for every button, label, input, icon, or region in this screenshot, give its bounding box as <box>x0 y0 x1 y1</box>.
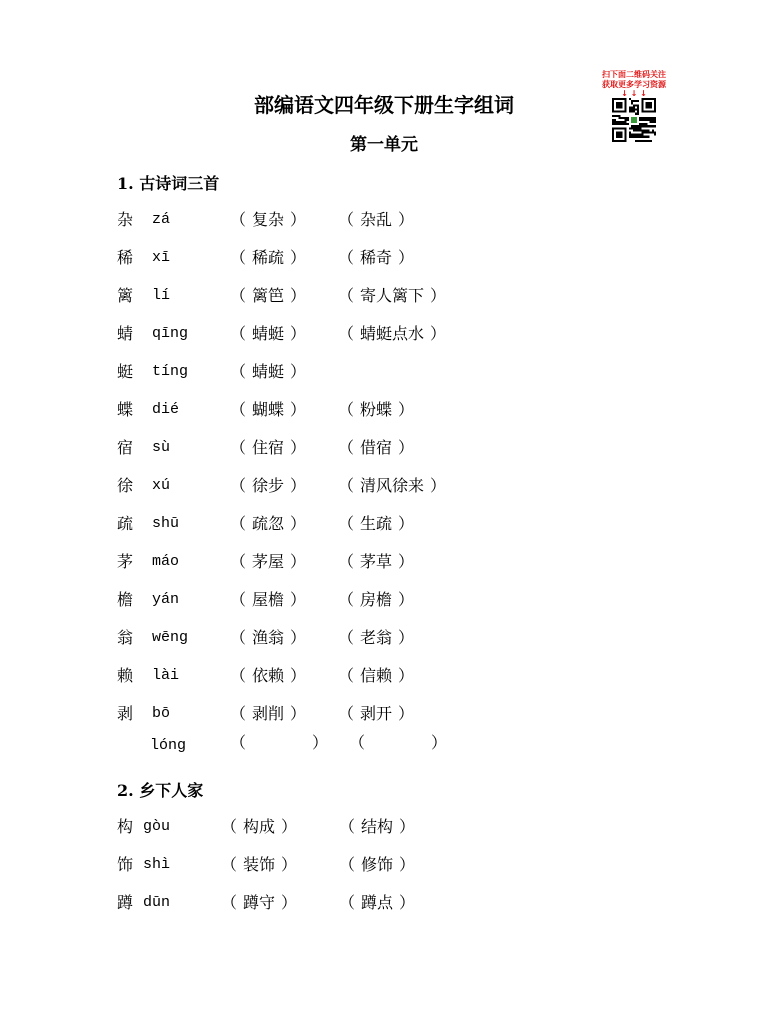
qr-arrows: ↓ ↓ ↓ <box>621 89 647 98</box>
paren-close: ） <box>290 552 307 571</box>
paren-close: ） <box>399 893 416 912</box>
vocab-char: 稀 <box>117 248 134 267</box>
word-group <box>338 438 414 458</box>
vocab-pinyin: shū <box>152 515 180 532</box>
vocab-row <box>0 552 768 572</box>
paren-close: ） <box>399 855 416 874</box>
paren-open: （ <box>221 893 238 912</box>
vocab-char: 蹲 <box>117 893 134 912</box>
word-group <box>338 324 446 344</box>
vocab-row <box>0 704 768 724</box>
paren-open: （ <box>230 733 247 752</box>
vocab-pinyin: dūn <box>143 894 171 911</box>
word-group <box>338 666 414 686</box>
paren-open: （ <box>230 704 247 723</box>
word-group <box>338 248 414 268</box>
paren-open: （ <box>230 552 247 571</box>
vocab-row <box>0 514 768 534</box>
vocab-pinyin: lí <box>152 287 171 304</box>
paren-open: （ <box>338 590 355 609</box>
vocab-char: 剥 <box>117 704 134 723</box>
paren-close: ） <box>281 817 298 836</box>
vocab-word: 蜻蜓 <box>252 324 285 343</box>
vocab-word: 借宿 <box>360 438 393 457</box>
vocab-pinyin: xī <box>152 249 171 266</box>
paren-open: （ <box>339 817 356 836</box>
word-group <box>221 893 297 913</box>
vocab-word: 徐步 <box>252 476 285 495</box>
vocab-row <box>0 628 768 648</box>
vocab-row <box>0 286 768 306</box>
paren-open: （ <box>349 733 366 752</box>
word-group <box>338 590 414 610</box>
paren-open: （ <box>338 400 355 419</box>
vocab-word: 复杂 <box>252 210 285 229</box>
word-group <box>339 817 415 837</box>
paren-close: ） <box>290 514 307 533</box>
paren-open: （ <box>338 704 355 723</box>
vocab-char: 饰 <box>117 855 134 874</box>
word-group <box>221 817 297 837</box>
word-group <box>349 733 447 753</box>
word-group <box>221 855 297 875</box>
paren-close: ） <box>290 362 307 381</box>
paren-close: ） <box>398 210 415 229</box>
paren-close: ） <box>398 628 415 647</box>
vocab-char: 檐 <box>117 590 134 609</box>
vocab-char: 疏 <box>117 514 134 533</box>
vocab-pinyin: shì <box>143 856 171 873</box>
word-group <box>230 324 306 344</box>
paren-open: （ <box>338 552 355 571</box>
word-group <box>230 590 306 610</box>
vocab-word: 构成 <box>243 817 276 836</box>
vocab-word: 稀奇 <box>360 248 393 267</box>
paren-close: ） <box>398 400 415 419</box>
paren-open: （ <box>221 855 238 874</box>
vocab-row <box>0 855 768 875</box>
paren-open: （ <box>230 324 247 343</box>
word-group <box>230 400 306 420</box>
paren-close: ） <box>290 210 307 229</box>
vocab-pinyin: gòu <box>143 818 171 835</box>
vocab-word: 蹲守 <box>243 893 276 912</box>
vocab-word: 剥削 <box>252 704 285 723</box>
vocab-char: 杂 <box>117 210 134 229</box>
vocab-pinyin: qīng <box>152 325 189 342</box>
vocab-word: 住宿 <box>252 438 285 457</box>
vocab-char: 蝶 <box>117 400 134 419</box>
paren-open: （ <box>339 855 356 874</box>
paren-open: （ <box>230 438 247 457</box>
vocab-word: 粉蝶 <box>360 400 393 419</box>
paren-close: ） <box>290 590 307 609</box>
vocab-row <box>0 362 768 382</box>
word-group <box>230 210 306 230</box>
word-group <box>338 552 414 572</box>
word-group <box>230 362 306 382</box>
paren-close: ） <box>431 733 448 752</box>
vocab-char: 徐 <box>117 476 134 495</box>
paren-close: ） <box>398 704 415 723</box>
vocab-char: 赖 <box>117 666 134 685</box>
vocab-word: 清风徐来 <box>360 476 425 495</box>
qr-caption-line-2: 获取更多学习资源 <box>602 80 666 89</box>
vocab-word: 疏忽 <box>252 514 285 533</box>
word-group <box>230 552 306 572</box>
word-group <box>230 733 328 753</box>
vocab-char: 构 <box>117 817 134 836</box>
vocab-word: 生疏 <box>360 514 393 533</box>
vocab-pinyin: wēng <box>152 629 189 646</box>
word-group <box>339 893 415 913</box>
unit-title: 第一单元 <box>350 135 418 155</box>
vocab-row <box>0 476 768 496</box>
paren-close: ） <box>281 855 298 874</box>
paren-close: ） <box>290 666 307 685</box>
word-group <box>338 704 414 724</box>
paren-close: ） <box>398 514 415 533</box>
section-heading: 1. 古诗词三首 <box>117 174 220 193</box>
vocab-row <box>0 400 768 420</box>
word-group <box>230 438 306 458</box>
word-group <box>230 514 306 534</box>
vocab-row <box>0 324 768 344</box>
paren-close: ） <box>398 438 415 457</box>
vocab-word: 杂乱 <box>360 210 393 229</box>
word-group <box>230 666 306 686</box>
vocab-word: 老翁 <box>360 628 393 647</box>
vocab-pinyin: sù <box>152 439 171 456</box>
vocab-row <box>0 438 768 458</box>
vocab-char: 篱 <box>117 286 134 305</box>
vocab-pinyin: zá <box>152 211 171 228</box>
paren-open: （ <box>230 628 247 647</box>
paren-open: （ <box>338 514 355 533</box>
vocab-word: 蜻蜓点水 <box>360 324 425 343</box>
word-group <box>338 286 446 306</box>
word-group <box>338 628 414 648</box>
paren-close: ） <box>312 733 329 752</box>
paren-open: （ <box>338 666 355 685</box>
paren-open: （ <box>230 400 247 419</box>
paren-close: ） <box>281 893 298 912</box>
word-group <box>230 286 306 306</box>
vocab-word: 结构 <box>361 817 394 836</box>
vocab-word: 渔翁 <box>252 628 285 647</box>
vocab-row <box>0 210 768 230</box>
vocab-word: 蹲点 <box>361 893 394 912</box>
word-group <box>230 628 306 648</box>
paren-close: ） <box>290 248 307 267</box>
paren-open: （ <box>230 514 247 533</box>
vocab-row <box>0 733 768 756</box>
vocab-pinyin: xú <box>152 477 171 494</box>
paren-close: ） <box>398 248 415 267</box>
vocab-char: 宿 <box>117 438 134 457</box>
vocab-row <box>0 817 768 837</box>
vocab-word: 茅屋 <box>252 552 285 571</box>
paren-open: （ <box>230 362 247 381</box>
paren-open: （ <box>338 628 355 647</box>
word-group <box>338 400 414 420</box>
paren-close: ） <box>290 628 307 647</box>
paren-close: ） <box>430 476 447 495</box>
vocab-word: 茅草 <box>360 552 393 571</box>
vocab-word: 信赖 <box>360 666 393 685</box>
word-group <box>230 704 306 724</box>
vocab-pinyin: máo <box>152 553 180 570</box>
paren-open: （ <box>338 438 355 457</box>
vocab-word: 屋檐 <box>252 590 285 609</box>
vocab-word: 房檐 <box>360 590 393 609</box>
vocab-word: 寄人篱下 <box>360 286 425 305</box>
vocab-word: 剥开 <box>360 704 393 723</box>
vocab-word: 装饰 <box>243 855 276 874</box>
paren-close: ） <box>398 552 415 571</box>
vocab-char: 翁 <box>117 628 134 647</box>
vocab-word: 篱笆 <box>252 286 285 305</box>
paren-open: （ <box>230 666 247 685</box>
vocab-row <box>0 590 768 610</box>
paren-open: （ <box>338 476 355 495</box>
paren-open: （ <box>230 248 247 267</box>
vocab-row <box>0 666 768 686</box>
qr-caption-line-1: 扫下面二维码关注 <box>602 70 666 79</box>
paren-close: ） <box>290 438 307 457</box>
paren-close: ） <box>290 476 307 495</box>
word-group <box>338 476 446 496</box>
vocab-row <box>0 893 768 913</box>
vocab-pinyin: tíng <box>152 363 189 380</box>
vocab-word: 蜻蜓 <box>252 362 285 381</box>
paren-open: （ <box>338 286 355 305</box>
paren-open: （ <box>338 324 355 343</box>
paren-open: （ <box>338 248 355 267</box>
word-group <box>338 514 414 534</box>
section-heading: 2. 乡下人家 <box>117 781 204 800</box>
paren-close: ） <box>398 590 415 609</box>
paren-close: ） <box>290 324 307 343</box>
paren-open: （ <box>221 817 238 836</box>
paren-close: ） <box>398 666 415 685</box>
vocab-row <box>0 248 768 268</box>
paren-open: （ <box>338 210 355 229</box>
paren-close: ） <box>290 400 307 419</box>
vocab-word: 蝴蝶 <box>252 400 285 419</box>
vocab-pinyin: yán <box>152 591 180 608</box>
word-group <box>230 476 306 496</box>
paren-close: ） <box>290 704 307 723</box>
paren-close: ） <box>290 286 307 305</box>
vocab-char: 蜻 <box>117 324 134 343</box>
word-group <box>339 855 415 875</box>
vocab-char: 蜓 <box>117 362 134 381</box>
word-group <box>230 248 306 268</box>
paren-close: ） <box>430 286 447 305</box>
vocab-pinyin: dié <box>152 401 180 418</box>
paren-open: （ <box>339 893 356 912</box>
vocab-word: 稀疏 <box>252 248 285 267</box>
vocab-pinyin: bō <box>152 705 171 722</box>
paren-open: （ <box>230 590 247 609</box>
paren-open: （ <box>230 286 247 305</box>
paren-open: （ <box>230 210 247 229</box>
word-group <box>338 210 414 230</box>
paren-close: ） <box>399 817 416 836</box>
vocab-pinyin: lóng <box>150 737 187 754</box>
page-title: 部编语文四年级下册生字组词 <box>254 93 514 117</box>
paren-open: （ <box>230 476 247 495</box>
vocab-word: 修饰 <box>361 855 394 874</box>
vocab-pinyin: lài <box>152 667 180 684</box>
paren-close: ） <box>430 324 447 343</box>
vocab-char: 茅 <box>117 552 134 571</box>
vocab-word: 依赖 <box>252 666 285 685</box>
